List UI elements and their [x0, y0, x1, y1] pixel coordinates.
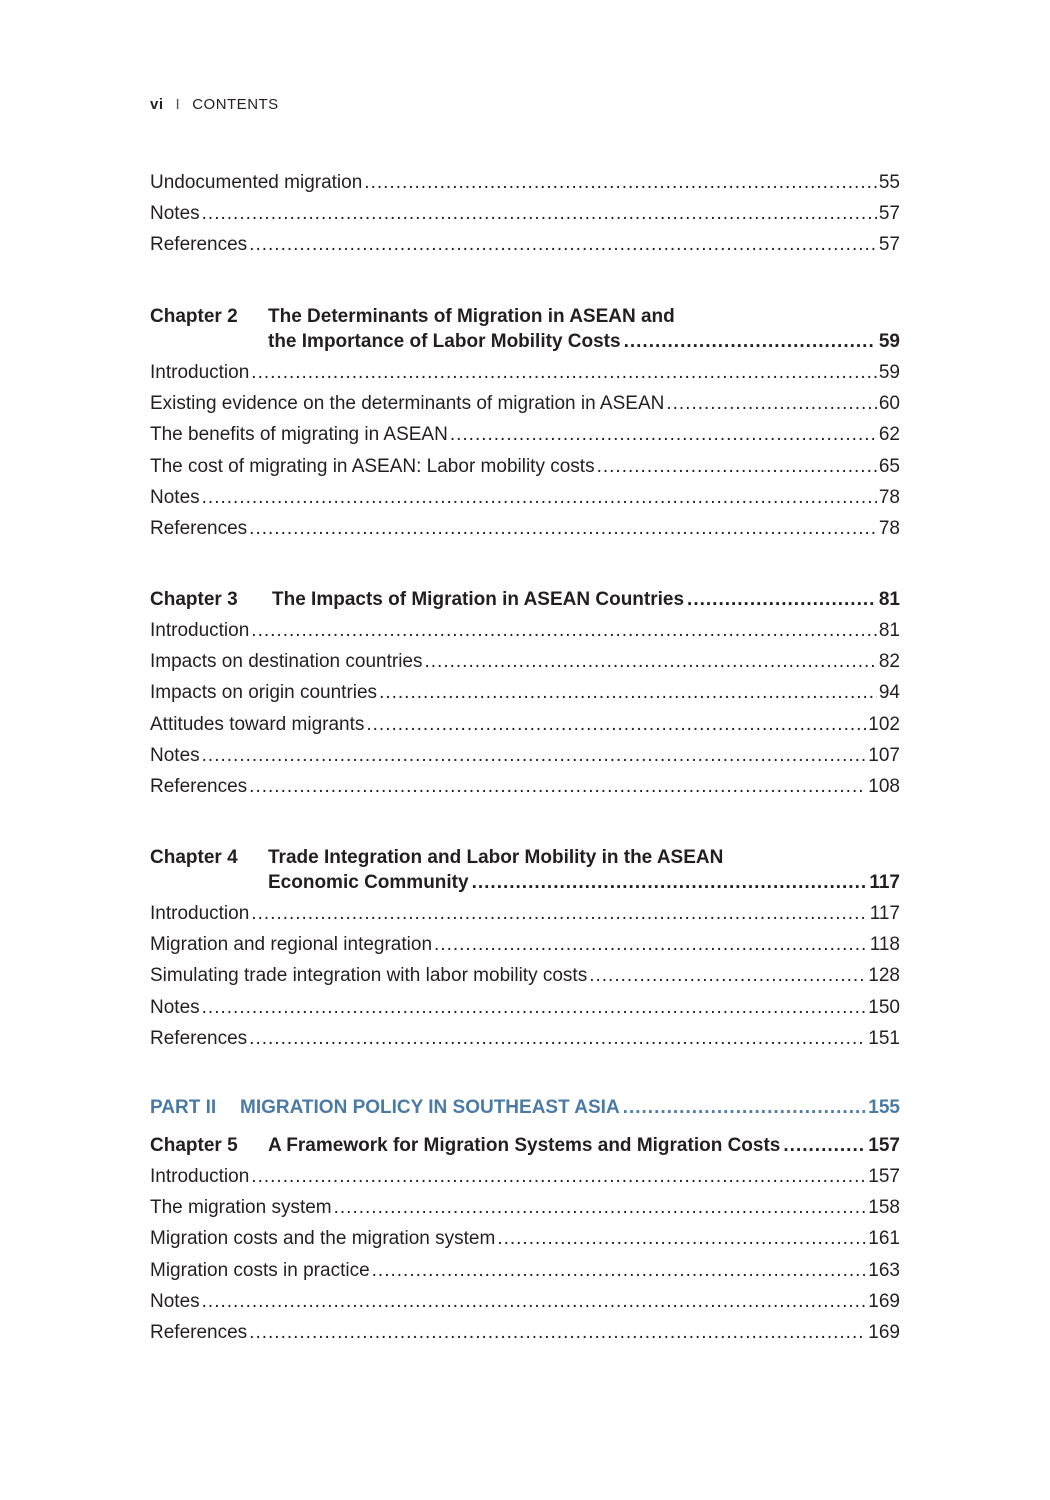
entry-page: 94 [878, 682, 900, 704]
entry-title: Notes [150, 996, 200, 1018]
entry-title: The migration system [150, 1197, 332, 1219]
toc-entry[interactable] [150, 229, 900, 260]
leader-dots [202, 740, 867, 771]
toc-entry[interactable] [150, 357, 900, 388]
entry-title: References [150, 234, 248, 256]
toc-entry[interactable] [150, 198, 900, 229]
toc-entry[interactable] [150, 646, 900, 677]
toc-entry[interactable] [150, 1161, 900, 1192]
entry-title: Introduction [150, 620, 250, 641]
chapter-2-entries [150, 357, 900, 544]
leader-dots [623, 1095, 866, 1120]
entry-page: 157 [868, 1166, 900, 1187]
leader-dots [425, 646, 877, 677]
toc-entry[interactable] [150, 615, 900, 646]
entry-page: 117 [869, 903, 900, 924]
toc-entry[interactable] [150, 388, 900, 419]
toc-entry[interactable] [150, 771, 900, 802]
part-number: PART II [150, 1097, 217, 1118]
entry-page: 169 [868, 1321, 900, 1343]
entry-title: Migration and regional integration [150, 934, 433, 956]
entry-page: 102 [868, 713, 900, 735]
leader-dots [783, 1133, 865, 1158]
entry-title: Impacts on destination countries [150, 651, 423, 673]
toc-entry[interactable] [150, 1317, 900, 1348]
entry-page: 169 [868, 1290, 900, 1312]
toc-entry[interactable] [150, 992, 900, 1023]
chapter-title: A Framework for Migration Systems and Migration Costs [268, 1135, 781, 1156]
leader-dots [497, 1223, 866, 1254]
leader-dots [372, 1255, 867, 1286]
entry-page: 150 [868, 996, 900, 1018]
leader-dots [202, 1286, 867, 1317]
entry-title: Notes [150, 486, 200, 508]
toc-entry[interactable] [150, 451, 900, 482]
leader-dots [249, 513, 877, 544]
leader-dots [366, 709, 866, 740]
entry-page: 62 [878, 424, 900, 446]
entry-page: 108 [868, 775, 900, 797]
entry-page: 59 [878, 362, 900, 383]
chapter-page: 117 [869, 872, 900, 893]
chapter-title-line1: Trade Integration and Labor Mobility in the ASEAN [268, 847, 724, 868]
chapter-number: Chapter 5 [150, 1135, 238, 1156]
toc-entry[interactable] [150, 740, 900, 771]
entry-page: 78 [878, 517, 900, 539]
leader-dots [434, 929, 868, 960]
chapter-2-heading[interactable] [150, 304, 900, 354]
leader-dots [251, 615, 877, 646]
entry-page: 82 [878, 651, 900, 673]
leader-dots [202, 992, 867, 1023]
toc-entry[interactable] [150, 929, 900, 960]
toc-entry[interactable] [150, 1286, 900, 1317]
chapter-number: Chapter 3 [150, 589, 238, 610]
entry-page: 163 [868, 1259, 900, 1281]
entry-page: 118 [869, 934, 900, 956]
chapter-number: Chapter 4 [150, 847, 238, 868]
leader-dots [687, 587, 876, 612]
toc-entry[interactable] [150, 960, 900, 991]
leader-dots [364, 167, 877, 198]
entry-page: 55 [878, 172, 900, 193]
toc-entry[interactable] [150, 709, 900, 740]
chapter-4-heading[interactable] [150, 845, 900, 895]
part-2-heading[interactable] [150, 1095, 900, 1120]
toc-entry[interactable] [150, 482, 900, 513]
chapter-page: 157 [868, 1135, 900, 1156]
header-label: CONTENTS [192, 96, 279, 113]
entry-title: Migration costs in practice [150, 1259, 370, 1281]
chapter-4-entries [150, 898, 900, 1054]
entry-title: References [150, 775, 248, 797]
leader-dots [249, 1023, 866, 1054]
entry-page: 151 [868, 1027, 900, 1049]
entry-page: 57 [878, 234, 900, 256]
entry-title: References [150, 517, 248, 539]
entry-title: Introduction [150, 903, 250, 924]
entry-title: Impacts on origin countries [150, 682, 378, 704]
leader-dots [202, 482, 877, 513]
chapter-page: 59 [878, 331, 900, 352]
entry-title: Attitudes toward migrants [150, 713, 365, 735]
toc-entry[interactable] [150, 1192, 900, 1223]
leader-dots [379, 677, 877, 708]
leader-dots [202, 198, 877, 229]
entry-page: 128 [868, 965, 900, 987]
header-separator: I [175, 96, 181, 113]
entry-page: 158 [868, 1197, 900, 1219]
entry-title: References [150, 1027, 248, 1049]
entry-page: 65 [878, 455, 900, 477]
leader-dots [666, 388, 877, 419]
entry-title: The benefits of migrating in ASEAN [150, 424, 448, 446]
chapter-page: 81 [878, 589, 900, 610]
chapter-3-entries [150, 615, 900, 802]
page-folio: vi [150, 96, 164, 113]
entry-page: 57 [878, 203, 900, 225]
chapter-5-heading[interactable] [150, 1133, 900, 1158]
chapter-title-line2: Economic Community [268, 872, 469, 893]
entry-page: 60 [878, 393, 900, 415]
entry-title: Notes [150, 744, 200, 766]
toc-entry[interactable] [150, 1223, 900, 1254]
leader-dots [334, 1192, 867, 1223]
entry-title: Migration costs and the migration system [150, 1228, 496, 1250]
entry-page: 78 [878, 486, 900, 508]
leader-dots [249, 229, 877, 260]
leader-dots [624, 329, 876, 354]
chapter-title-line1: The Determinants of Migration in ASEAN and [268, 306, 675, 327]
entry-title: Introduction [150, 362, 250, 383]
entry-title: Notes [150, 1290, 200, 1312]
leader-dots [597, 451, 877, 482]
toc-entry[interactable] [150, 1023, 900, 1054]
entry-title: Existing evidence on the determinants of migration in ASEAN [150, 393, 665, 415]
continued-section [150, 167, 900, 261]
leader-dots [450, 419, 877, 450]
chapter-title-line2: the Importance of Labor Mobility Costs [268, 331, 621, 352]
entry-page: 81 [878, 620, 900, 641]
entry-title: Simulating trade integration with labor mobility costs [150, 965, 588, 987]
running-head [150, 96, 279, 113]
chapter-3-heading[interactable] [150, 587, 900, 612]
entry-page: 107 [868, 744, 900, 766]
toc-entry[interactable] [150, 898, 900, 929]
chapter-number: Chapter 2 [150, 306, 238, 327]
entry-title: The cost of migrating in ASEAN: Labor mobility costs [150, 455, 595, 477]
toc-entry[interactable] [150, 677, 900, 708]
toc-entry[interactable] [150, 513, 900, 544]
leader-dots [249, 1317, 866, 1348]
leader-dots [251, 898, 867, 929]
chapter-5-entries [150, 1161, 900, 1348]
toc-entry[interactable] [150, 167, 900, 198]
part-page: 155 [868, 1097, 900, 1118]
entry-title: Introduction [150, 1166, 250, 1187]
entry-title: Undocumented migration [150, 172, 363, 193]
entry-title: References [150, 1321, 248, 1343]
toc-entry[interactable] [150, 1255, 900, 1286]
leader-dots [249, 771, 866, 802]
entry-page: 161 [868, 1228, 900, 1250]
part-title: MIGRATION POLICY IN SOUTHEAST ASIA [240, 1097, 620, 1118]
entry-title: Notes [150, 203, 200, 225]
chapter-title: The Impacts of Migration in ASEAN Countries [272, 589, 685, 610]
leader-dots [589, 960, 866, 991]
leader-dots [251, 357, 877, 388]
toc-entry[interactable] [150, 419, 900, 450]
leader-dots [472, 870, 867, 895]
leader-dots [251, 1161, 866, 1192]
